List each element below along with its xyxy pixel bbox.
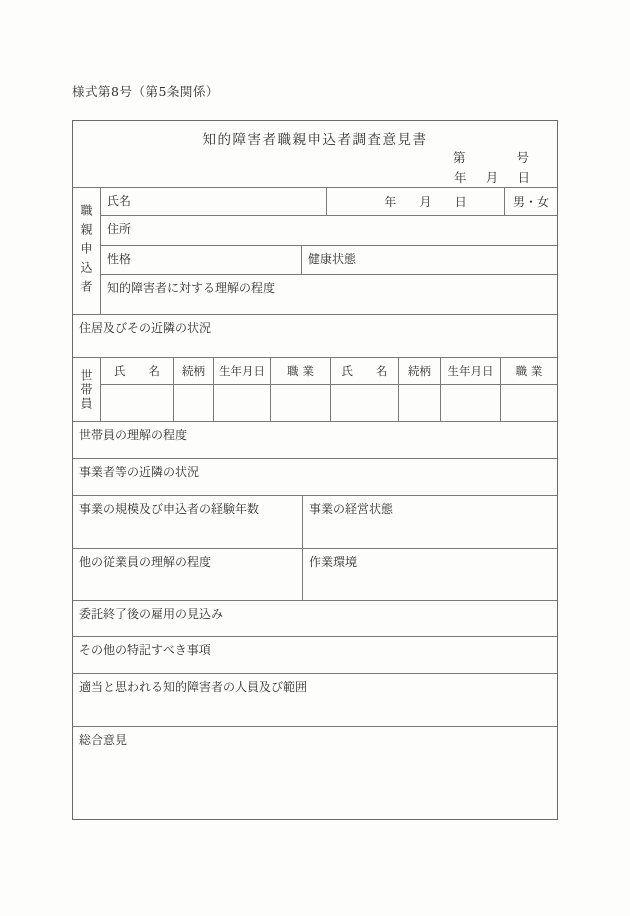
form-style-number: 様式第8号（第5条関係） [72, 84, 219, 99]
birth-month-label: 月 [419, 195, 432, 209]
birth-year-label: 年 [384, 195, 397, 209]
doc-number-prefix: 第 [453, 150, 466, 165]
household-header-birthdate2: 生年月日 [440, 358, 500, 384]
applicant-understanding-row [101, 274, 557, 314]
household-header-row [101, 358, 557, 384]
health-field-label: 健康状態 [301, 246, 557, 274]
household-member-cell [440, 385, 500, 421]
doc-number-suffix: 号 [516, 150, 529, 165]
household-member-cell [500, 385, 557, 421]
name-field-label: 氏名 [107, 194, 132, 208]
survey-opinion-form [72, 120, 558, 820]
business-neighborhood-row [73, 458, 557, 495]
form-title: 知的障害者職親申込者調査意見書 [202, 132, 428, 148]
applicant-section [73, 187, 557, 314]
household-section [73, 357, 557, 421]
household-header-occupation2: 職 業 [500, 358, 557, 384]
household-member-cell [398, 385, 440, 421]
applicant-address-row [101, 215, 557, 245]
household-side-label: 世帯員 [73, 358, 101, 421]
other-notes-row [73, 636, 557, 673]
document-date-line [454, 168, 530, 186]
business-neighborhood-label: 事業者等の近隣の状況 [79, 465, 200, 479]
applicant-personality-row [101, 245, 557, 274]
household-understanding-row [73, 421, 557, 458]
gender-field-label: 男・女 [504, 188, 557, 215]
work-environment-label: 作業環境 [302, 549, 557, 600]
doc-date-day: 日 [517, 170, 530, 185]
appropriate-persons-row [73, 673, 557, 726]
doc-date-month: 月 [485, 170, 499, 185]
overall-opinion-label: 総合意見 [79, 733, 128, 747]
household-header-relation2: 続柄 [398, 358, 440, 384]
applicant-name-row [101, 188, 557, 215]
appropriate-persons-label: 適当と思われる知的障害者の人員及び範囲 [79, 680, 308, 694]
document-number-line [453, 148, 529, 166]
address-field-label: 住所 [107, 222, 132, 236]
household-header-relation1: 続柄 [173, 358, 213, 384]
household-member-cell [173, 385, 213, 421]
applicant-side-label: 職親申込者 [73, 188, 101, 314]
household-header-name2: 氏 名 [330, 358, 398, 384]
household-member-cell [213, 385, 270, 421]
household-header-name1: 氏 名 [114, 364, 160, 378]
business-condition-label: 事業の経営状態 [302, 496, 557, 548]
household-data-row [101, 384, 557, 421]
business-scale-row [73, 495, 557, 548]
household-member-cell [101, 385, 173, 421]
household-header-occupation1: 職 業 [270, 358, 330, 384]
employment-prospect-label: 委託終了後の雇用の見込み [79, 607, 224, 621]
household-member-cell [330, 385, 398, 421]
household-header-birthdate1: 生年月日 [213, 358, 270, 384]
birth-day-label: 日 [454, 195, 467, 209]
business-scale-label: 事業の規模及び申込者の経験年数 [79, 502, 260, 516]
employees-understanding-label: 他の従業員の理解の程度 [79, 555, 212, 569]
residence-row [73, 314, 557, 357]
household-member-cell [270, 385, 330, 421]
doc-date-year: 年 [454, 170, 467, 185]
overall-opinion-row [73, 726, 557, 821]
understanding-field-label: 知的障害者に対する理解の程度 [107, 281, 276, 295]
employment-prospect-row [73, 600, 557, 636]
personality-field-label: 性格 [107, 252, 132, 266]
household-understanding-label: 世帯員の理解の程度 [79, 428, 188, 442]
birthdate-field [326, 188, 504, 215]
other-notes-label: その他の特記すべき事項 [79, 643, 211, 657]
form-header [73, 121, 557, 187]
employees-understanding-row [73, 548, 557, 600]
residence-field-label: 住居及びその近隣の状況 [79, 321, 212, 335]
